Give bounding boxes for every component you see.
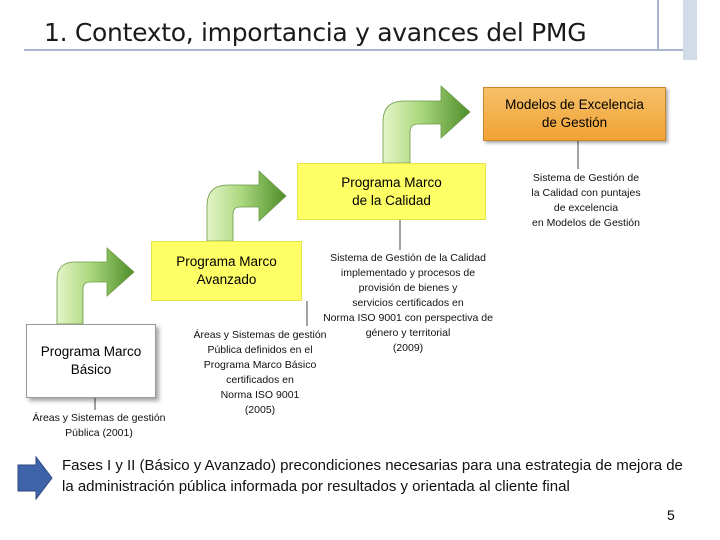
bullet-arrow-icon	[18, 457, 52, 499]
note-basico: Áreas y Sistemas de gestión Pública (2001)	[32, 412, 166, 439]
slide-title: 1. Contexto, importancia y avances del PMG	[44, 18, 587, 47]
box-excelencia-label: Modelos de Excelencia de Gestión	[505, 97, 644, 130]
note-avanzado: Áreas y Sistemas de gestión Pública definidos en el Programa Marco Básico certificados en Norma ISO 9001 (2005)	[193, 329, 327, 416]
box-programa-marco-basico	[26, 324, 156, 398]
curved-arrow-1	[57, 248, 134, 324]
box-calidad-label: Programa Marco de la Calidad	[341, 174, 442, 208]
curved-arrow-3	[383, 86, 470, 163]
curved-arrow-2	[207, 171, 286, 241]
box-programa-marco-avanzado	[151, 241, 302, 301]
conclusion-text: Fases I y II (Básico y Avanzado) precondiciones necesarias para una estrategia de mejora de la administración pública informada por resultados y orientada al cliente final	[62, 457, 683, 495]
box-programa-marco-calidad	[297, 163, 486, 220]
note-excelencia: Sistema de Gestión de la Calidad con puntajes de excelencia en Modelos de Gestión	[531, 172, 641, 229]
box-basico-label: Programa Marco Básico	[40, 344, 142, 377]
note-calidad: Sistema de Gestión de la Calidad implementado y procesos de provisión de bienes y servicios certificados en Norma ISO 9001 con perspectiva de género y territorial (2009)	[323, 252, 493, 354]
page-number: 5	[667, 507, 675, 523]
box-modelos-excelencia	[483, 87, 666, 141]
box-avanzado-label: Programa Marco Avanzado	[176, 254, 277, 287]
